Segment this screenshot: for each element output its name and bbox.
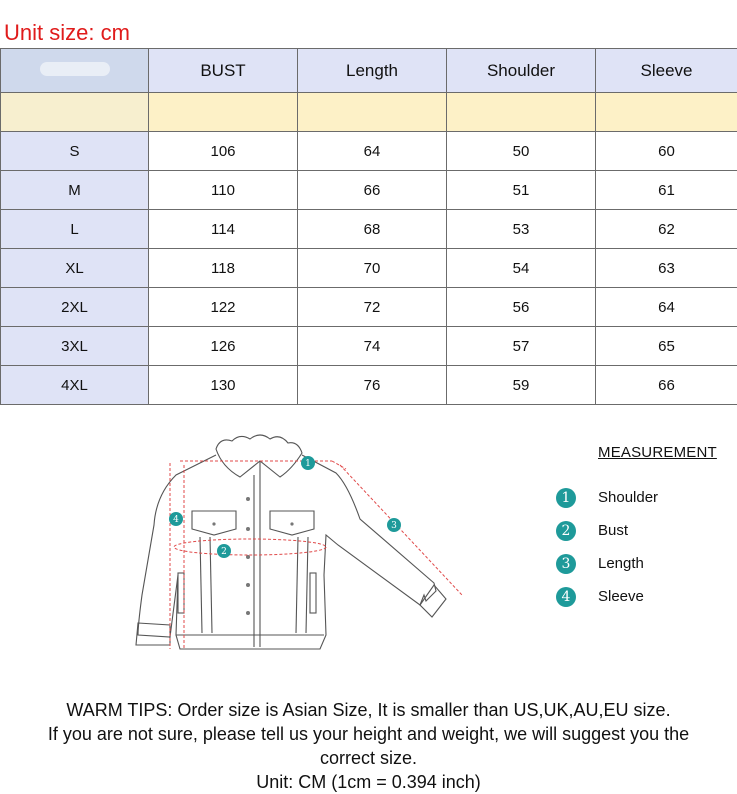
table-row bbox=[1, 288, 737, 327]
sleeve-cell: 60 bbox=[596, 132, 737, 171]
measurement-legend bbox=[552, 444, 732, 613]
shoulder-cell: 57 bbox=[447, 327, 596, 366]
header-bust: BUST bbox=[149, 49, 298, 93]
tips-line: WARM TIPS: Order size is Asian Size, It is smaller than US,UK,AU,EU size. bbox=[0, 698, 737, 722]
warm-tips bbox=[0, 698, 737, 794]
legend-label: Bust bbox=[598, 522, 628, 539]
shoulder-cell: 59 bbox=[447, 366, 596, 405]
button-dot bbox=[290, 522, 293, 525]
number-1-icon: 1 bbox=[556, 488, 576, 508]
right-hand-pocket bbox=[310, 573, 316, 613]
sleeve-cell: 62 bbox=[596, 210, 737, 249]
blank-cell bbox=[447, 93, 596, 132]
tips-line: correct size. bbox=[0, 746, 737, 770]
size-cell: S bbox=[1, 132, 149, 171]
header-length: Length bbox=[298, 49, 447, 93]
table-header-row bbox=[1, 49, 737, 93]
length-cell: 74 bbox=[298, 327, 447, 366]
legend-label: Length bbox=[598, 555, 644, 572]
number-2-icon: 2 bbox=[556, 521, 576, 541]
length-cell: 70 bbox=[298, 249, 447, 288]
blank-cell bbox=[149, 93, 298, 132]
bust-cell: 106 bbox=[149, 132, 298, 171]
size-cell: M bbox=[1, 171, 149, 210]
bust-cell: 114 bbox=[149, 210, 298, 249]
bust-cell: 110 bbox=[149, 171, 298, 210]
shoulder-guide bbox=[332, 461, 346, 469]
bust-cell: 126 bbox=[149, 327, 298, 366]
shoulder-cell: 56 bbox=[447, 288, 596, 327]
legend-label: Shoulder bbox=[598, 489, 658, 506]
legend-item-sleeve bbox=[552, 580, 732, 613]
marker-label: 4 bbox=[173, 515, 179, 525]
table-row bbox=[1, 327, 737, 366]
button-dot bbox=[246, 583, 250, 587]
table-row bbox=[1, 210, 737, 249]
marker-label: 3 bbox=[391, 521, 397, 531]
header-shoulder: Shoulder bbox=[447, 49, 596, 93]
blank-highlight-row bbox=[1, 93, 737, 132]
legend-item-length bbox=[552, 547, 732, 580]
marker-label: 1 bbox=[305, 459, 311, 469]
length-cell: 76 bbox=[298, 366, 447, 405]
table-row bbox=[1, 171, 737, 210]
sleeve-cell: 63 bbox=[596, 249, 737, 288]
jacket-outline bbox=[138, 455, 436, 649]
seam-line bbox=[200, 537, 202, 633]
size-cell: XL bbox=[1, 249, 149, 288]
sleeve-cell: 61 bbox=[596, 171, 737, 210]
seam-line bbox=[210, 537, 212, 633]
button-dot bbox=[246, 527, 250, 531]
header-sleeve: Sleeve bbox=[596, 49, 737, 93]
button-dot bbox=[246, 497, 250, 501]
button-dot bbox=[212, 522, 215, 525]
marker-label: 2 bbox=[221, 547, 227, 557]
number-3-icon: 3 bbox=[556, 554, 576, 574]
tips-line: If you are not sure, please tell us your height and weight, we will suggest you the bbox=[0, 722, 737, 746]
number-4-icon: 4 bbox=[556, 587, 576, 607]
sleeve-cell: 65 bbox=[596, 327, 737, 366]
sleeve-guide bbox=[340, 465, 462, 595]
legend-label: Sleeve bbox=[598, 588, 644, 605]
button-dot bbox=[246, 611, 250, 615]
table-row bbox=[1, 366, 737, 405]
size-cell: 3XL bbox=[1, 327, 149, 366]
tips-line: Unit: CM (1cm = 0.394 inch) bbox=[0, 770, 737, 794]
left-hand-pocket bbox=[178, 573, 184, 613]
seam-line bbox=[296, 537, 298, 633]
size-cell: 2XL bbox=[1, 288, 149, 327]
bust-cell: 122 bbox=[149, 288, 298, 327]
length-cell: 72 bbox=[298, 288, 447, 327]
length-cell: 68 bbox=[298, 210, 447, 249]
bust-cell: 118 bbox=[149, 249, 298, 288]
shoulder-cell: 51 bbox=[447, 171, 596, 210]
bust-cell: 130 bbox=[149, 366, 298, 405]
header-blank-cell bbox=[1, 49, 149, 93]
table-row bbox=[1, 132, 737, 171]
legend-title: MEASUREMENT bbox=[598, 444, 732, 461]
blank-cell bbox=[298, 93, 447, 132]
collar-shape bbox=[216, 435, 302, 477]
blank-cell bbox=[1, 93, 149, 132]
seam-line bbox=[306, 537, 308, 633]
button-dot bbox=[246, 555, 250, 559]
jacket-diagram bbox=[120, 425, 480, 675]
right-cuff bbox=[420, 585, 446, 617]
length-cell: 64 bbox=[298, 132, 447, 171]
size-cell: L bbox=[1, 210, 149, 249]
shoulder-cell: 53 bbox=[447, 210, 596, 249]
table-row bbox=[1, 249, 737, 288]
legend-item-bust bbox=[552, 514, 732, 547]
legend-item-shoulder bbox=[552, 481, 732, 514]
size-cell: 4XL bbox=[1, 366, 149, 405]
unit-title: Unit size: cm bbox=[4, 20, 130, 46]
sleeve-cell: 64 bbox=[596, 288, 737, 327]
left-cuff bbox=[136, 623, 170, 645]
shoulder-cell: 54 bbox=[447, 249, 596, 288]
blank-cell bbox=[596, 93, 737, 132]
size-table bbox=[0, 48, 737, 405]
bust-guide bbox=[174, 539, 326, 555]
sleeve-cell: 66 bbox=[596, 366, 737, 405]
shoulder-cell: 50 bbox=[447, 132, 596, 171]
length-cell: 66 bbox=[298, 171, 447, 210]
